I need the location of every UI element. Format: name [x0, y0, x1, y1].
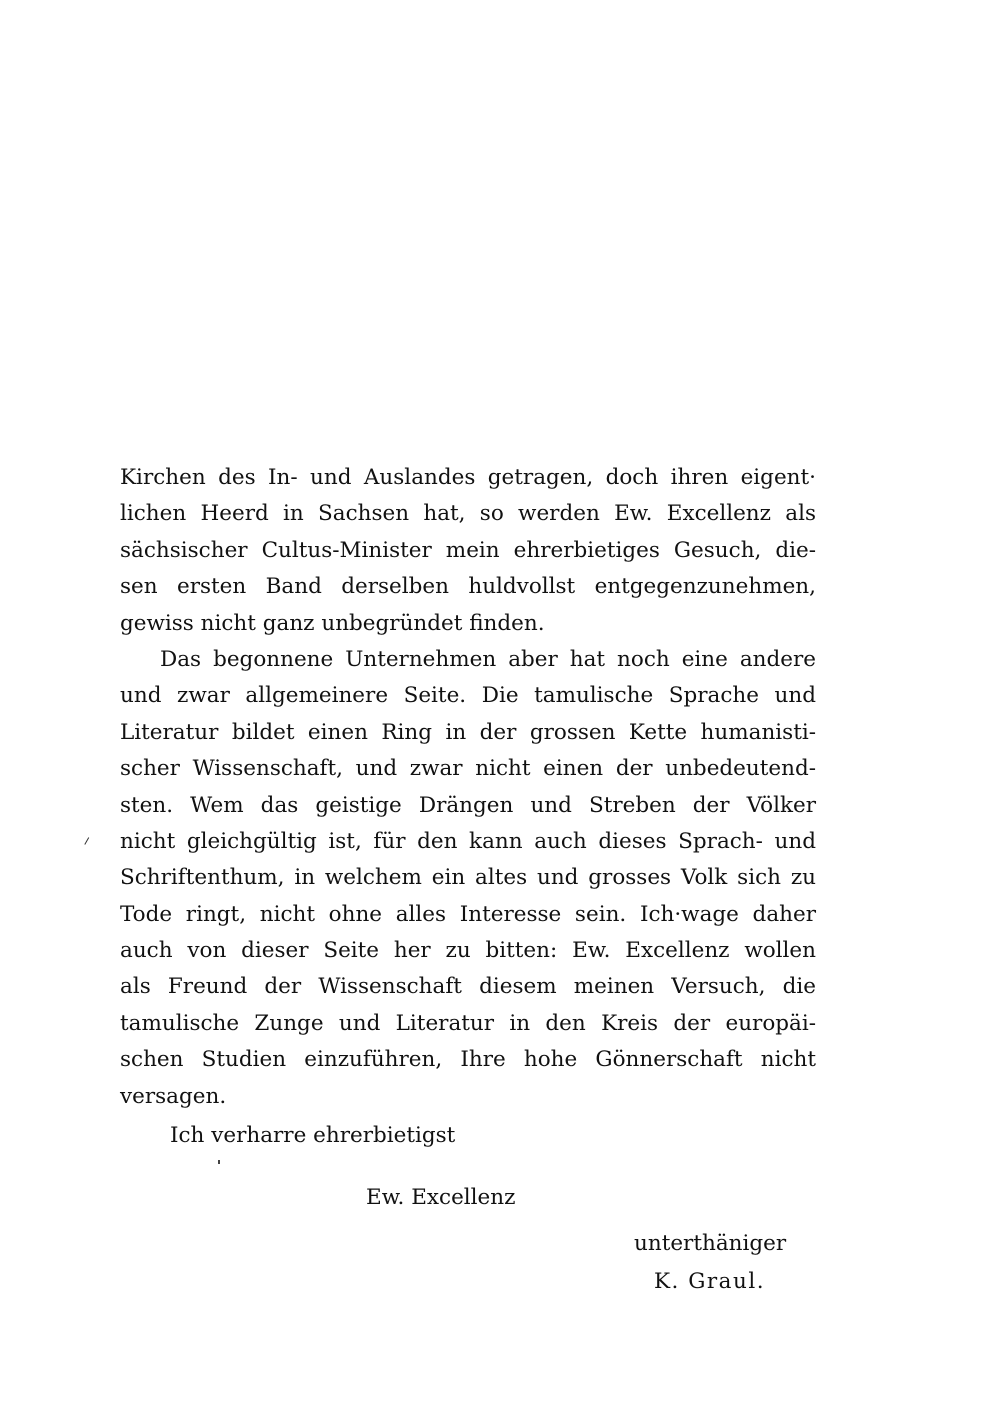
margin-mark: [84, 837, 92, 846]
closing-subject: unterthäniger: [634, 1231, 787, 1256]
text-line: sen ersten Band derselben huldvollst entgegenzunehmen,: [120, 574, 816, 600]
text-line: scher Wissenschaft, und zwar nicht einen der unbedeutend-: [120, 756, 816, 782]
body-text: [120, 460, 816, 1115]
text-line: nicht gleichgültig ist, für den kann auch dieses Sprach- und: [120, 828, 816, 854]
text-line: Das begonnene Unternehmen aber hat noch eine andere: [160, 646, 816, 672]
signature-name: K. Graul.: [654, 1269, 766, 1294]
text-line: und zwar allgemeinere Seite. Die tamulische Sprache und: [120, 683, 816, 709]
text-line: auch von dieser Seite her zu bitten: Ew. Excellenz wollen: [120, 938, 816, 964]
closing-address: Ew. Excellenz: [366, 1185, 516, 1210]
paragraph-2: [120, 642, 816, 1115]
text-line: Literatur bildet einen Ring in der grossen Kette humanisti-: [120, 719, 816, 745]
text-line: tamulische Zunge und Literatur in den Kreis der europäi-: [120, 1010, 816, 1036]
text-line: gewiss nicht ganz unbegründet finden.: [120, 610, 545, 636]
text-line: Schriftenthum, in welchem ein altes und grosses Volk sich zu: [120, 865, 816, 891]
stray-dot-mark: [218, 1160, 220, 1164]
text-line: Kirchen des In- und Auslandes getragen, doch ihren eigent·: [120, 465, 816, 490]
text-line: als Freund der Wissenschaft diesem meinen Versuch, die: [120, 974, 816, 1000]
closing-salutation: Ich verharre ehrerbietigst: [170, 1123, 456, 1148]
paragraph-1: [120, 460, 816, 642]
text-line: lichen Heerd in Sachsen hat, so werden Ew. Excellenz als: [120, 501, 816, 527]
text-line: sächsischer Cultus-Minister mein ehrerbietiges Gesuch, die-: [120, 537, 816, 563]
text-line: sten. Wem das geistige Drängen und Streben der Völker: [120, 792, 816, 818]
text-line: Tode ringt, nicht ohne alles Interesse sein. Ich·wage daher: [120, 901, 816, 927]
text-line: schen Studien einzuführen, Ihre hohe Gönnerschaft nicht: [120, 1047, 816, 1073]
text-line: versagen.: [120, 1083, 227, 1109]
